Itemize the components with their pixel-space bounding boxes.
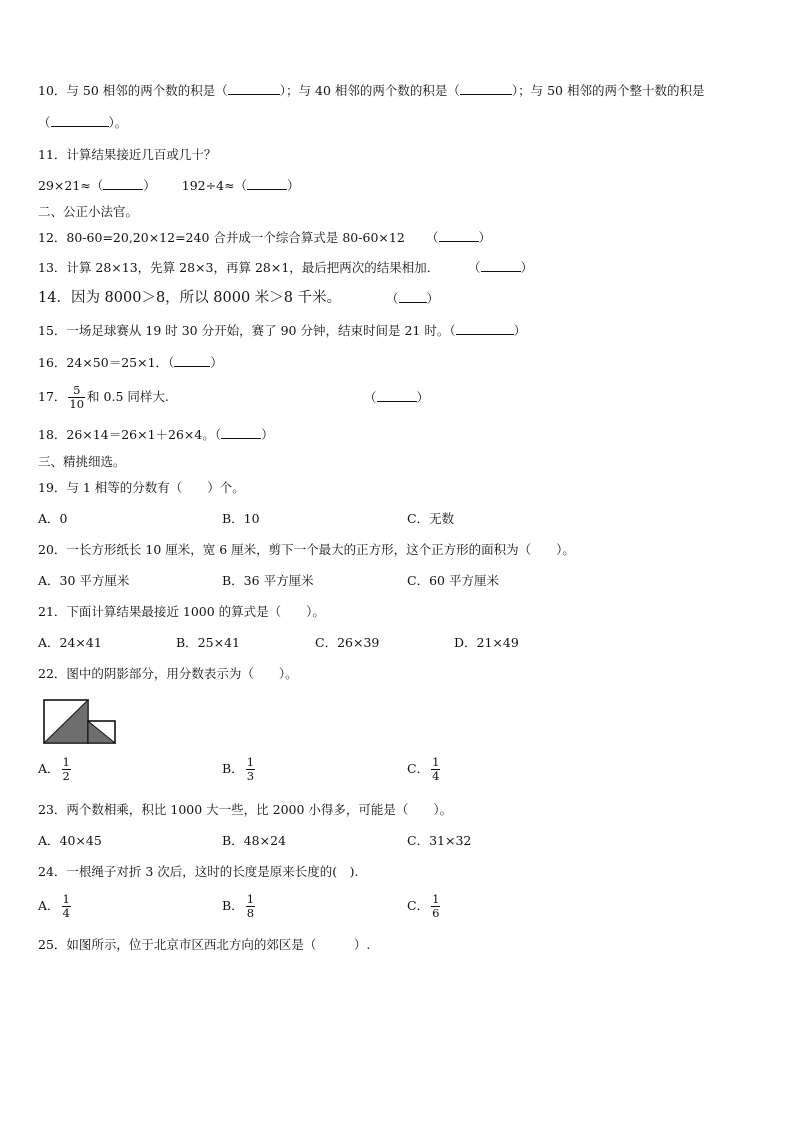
- q23-option-c[interactable]: C．31×32: [407, 833, 472, 848]
- q19-option-b[interactable]: B．10: [222, 511, 260, 526]
- fraction: $\frac{1}{4}$: [62, 892, 70, 920]
- answer-blank[interactable]: [377, 390, 417, 402]
- answer-blank[interactable]: [439, 230, 479, 242]
- q17: 17． $\frac{5}{10}$ 和 0.5 同样大.: [38, 383, 169, 411]
- q24-stem: 24．一根绳子对折 3 次后，这时的长度是原来长度的( ).: [38, 864, 359, 879]
- fraction-figure-svg: [43, 699, 117, 745]
- q22-stem: 22．图中的阴影部分，用分数表示为（ ）。: [38, 666, 298, 681]
- answer-blank[interactable]: [481, 260, 521, 272]
- q24-option-b[interactable]: B． $\frac{1}{8}$: [222, 892, 255, 920]
- q25-stem: 25．如图所示，位于北京市区西北方向的郊区是（ ）.: [38, 937, 371, 952]
- fraction: $\frac{5}{10}$: [69, 383, 85, 411]
- q15: 15．一场足球赛从 19 时 30 分开始，赛了 90 分钟，结束时间是 21 时。（ ）: [38, 323, 527, 338]
- answer-blank[interactable]: [103, 178, 143, 190]
- q21-option-d[interactable]: D．21×49: [454, 635, 519, 650]
- q12: 12．80-60=20,20×12=240 合并成一个综合算式是 80-60×12: [38, 230, 405, 245]
- q22-option-b[interactable]: B． $\frac{1}{3}$: [222, 755, 255, 783]
- q14: 14．因为 8000＞8，所以 8000 米＞8 千米。: [38, 290, 342, 306]
- q14-answer: （ ）: [386, 291, 440, 306]
- q18: 18．26×14＝26×1＋26×4。（ ）: [38, 427, 274, 442]
- q24-option-a[interactable]: A． $\frac{1}{4}$: [38, 892, 70, 920]
- q11-exprs: 29×21≈（ ） 192÷4≈（ ）: [38, 178, 300, 193]
- answer-blank[interactable]: [399, 291, 427, 303]
- q23-option-a[interactable]: A．40×45: [38, 833, 102, 848]
- q13-answer: （ ）: [468, 260, 534, 275]
- fraction: $\frac{1}{6}$: [432, 892, 440, 920]
- q19-stem: 19．与 1 相等的分数有（ ）个。: [38, 480, 245, 495]
- answer-blank[interactable]: [228, 83, 280, 95]
- answer-blank[interactable]: [456, 323, 514, 335]
- q17-answer: （ ）: [364, 390, 430, 405]
- q24-option-c[interactable]: C． $\frac{1}{6}$: [407, 892, 440, 920]
- answer-blank[interactable]: [247, 178, 287, 190]
- q10-line2: （ ）。: [38, 115, 128, 130]
- answer-blank[interactable]: [221, 427, 261, 439]
- answer-blank[interactable]: [460, 83, 512, 95]
- q19-option-c[interactable]: C．无数: [407, 511, 455, 526]
- answer-blank[interactable]: [51, 115, 109, 127]
- q20-stem: 20．一长方形纸长 10 厘米，宽 6 厘米，剪下一个最大的正方形，这个正方形的面积为（ ）。: [38, 542, 575, 557]
- fraction: $\frac{1}{4}$: [432, 755, 440, 783]
- fraction: $\frac{1}{8}$: [246, 892, 255, 920]
- q12-answer: （ ）: [426, 230, 492, 245]
- q21-stem: 21．下面计算结果最接近 1000 的算式是（ ）。: [38, 604, 325, 619]
- q16: 16．24×50＝25×1．（ ）: [38, 355, 223, 370]
- q23-option-b[interactable]: B．48×24: [222, 833, 286, 848]
- q22-option-a[interactable]: A． $\frac{1}{2}$: [38, 755, 70, 783]
- q19-option-a[interactable]: A．0: [38, 511, 68, 526]
- q20-option-a[interactable]: A．30 平方厘米: [38, 573, 130, 588]
- answer-blank[interactable]: [174, 355, 210, 367]
- shaded-square-figure: [43, 699, 117, 749]
- q20-option-b[interactable]: B．36 平方厘米: [222, 573, 314, 588]
- q21-option-b[interactable]: B．25×41: [176, 635, 240, 650]
- section-3-heading: 三、精挑细选。: [38, 454, 126, 469]
- section-2-heading: 二、公正小法官。: [38, 204, 139, 219]
- q10-line1: 10．与 50 相邻的两个数的积是（ ）；与 40 相邻的两个数的积是（ ）；与 50 相邻的两个整十数的积是: [38, 83, 705, 98]
- q13: 13．计算 28×13，先算 28×3，再算 28×1，最后把两次的结果相加．: [38, 260, 440, 275]
- q11-title: 11．计算结果接近几百或几十？: [38, 147, 217, 162]
- q22-option-c[interactable]: C． $\frac{1}{4}$: [407, 755, 440, 783]
- q21-option-c[interactable]: C．26×39: [315, 635, 380, 650]
- q21-option-a[interactable]: A．24×41: [38, 635, 102, 650]
- q20-option-c[interactable]: C．60 平方厘米: [407, 573, 499, 588]
- fraction: $\frac{1}{2}$: [62, 755, 70, 783]
- fraction: $\frac{1}{3}$: [246, 755, 255, 783]
- q23-stem: 23．两个数相乘，积比 1000 大一些，比 2000 小得多，可能是（ ）。: [38, 802, 453, 817]
